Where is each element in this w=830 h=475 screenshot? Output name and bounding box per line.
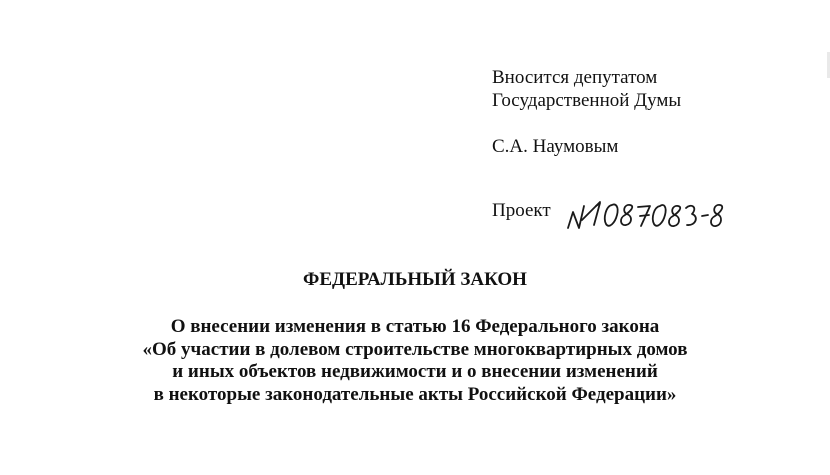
handwritten-number-drawing (566, 188, 736, 248)
law-title-line: О внесении изменения в статью 16 Федерального закона (170, 316, 660, 337)
law-title-line: в некоторые законодательные акты Российской Федерации» (153, 383, 677, 405)
law-title-line: и иных объектов недвижимости и о внесении изменений (172, 361, 658, 382)
document-type-heading: ФЕДЕРАЛЬНЫЙ ЗАКОН (303, 269, 527, 290)
law-title (0, 316, 830, 406)
handwritten-project-number (566, 188, 736, 248)
sponsor-line: Государственной Думы (492, 90, 682, 111)
sponsor-line: Вносится депутатом (492, 67, 658, 88)
law-title-line: «Об участии в долевом строительстве многоквартирных домов (142, 338, 688, 360)
project-label: Проект (492, 200, 551, 221)
sponsor-name: С.А. Наумовым (492, 136, 619, 157)
